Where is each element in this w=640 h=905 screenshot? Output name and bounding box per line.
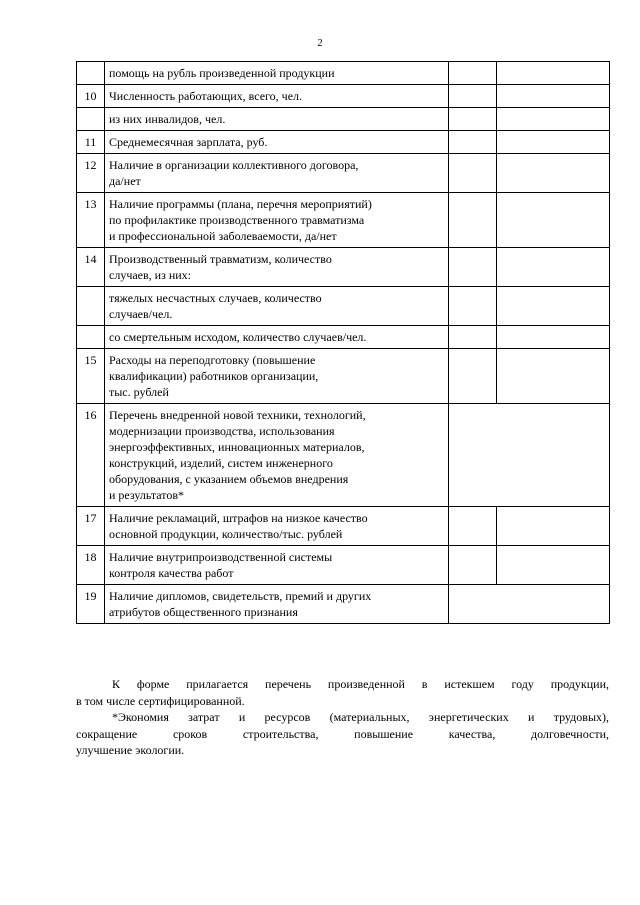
- value-cell[interactable]: [449, 85, 497, 108]
- table-row: [77, 585, 610, 624]
- indicator-line: конструкций, изделий, систем инженерного: [109, 456, 333, 470]
- value-cell[interactable]: [449, 248, 497, 287]
- table-row: [77, 131, 610, 154]
- table-row: [77, 108, 610, 131]
- indicator-cell: [105, 62, 449, 85]
- indicators-table: [76, 61, 610, 624]
- value-cell[interactable]: [497, 287, 610, 326]
- value-cell[interactable]: [449, 108, 497, 131]
- footer-paragraph-line: в том числе сертифицированной.: [76, 693, 245, 708]
- row-number-cell: 13: [77, 193, 105, 248]
- indicator-line: и результатов*: [109, 488, 185, 502]
- indicator-line: контроля качества работ: [109, 566, 234, 580]
- row-number-cell: 16: [77, 404, 105, 507]
- indicator-cell: [105, 287, 449, 326]
- indicator-cell: [105, 108, 449, 131]
- value-cell[interactable]: [449, 131, 497, 154]
- indicator-line: оборудования, с указанием объемов внедрения: [109, 472, 349, 486]
- value-cell[interactable]: [449, 154, 497, 193]
- table-row: [77, 349, 610, 404]
- indicator-line: случаев, из них:: [109, 268, 192, 282]
- row-number-cell: [77, 108, 105, 131]
- value-cell[interactable]: [497, 326, 610, 349]
- indicator-line: Перечень внедренной новой техники, технологий,: [109, 408, 366, 422]
- indicator-text: Среднемесячная зарплата, руб.: [109, 135, 268, 149]
- value-cell[interactable]: [449, 326, 497, 349]
- indicator-cell: [105, 349, 449, 404]
- row-number-cell: 18: [77, 546, 105, 585]
- indicator-cell: [105, 404, 449, 507]
- value-cell[interactable]: [449, 62, 497, 85]
- indicator-text: со смертельным исходом, количество случаев/чел.: [109, 330, 367, 344]
- value-cell[interactable]: [449, 507, 497, 546]
- merged-value-cell[interactable]: [449, 585, 610, 624]
- indicator-text: помощь на рубль произведенной продукции: [109, 66, 335, 80]
- indicator-line: квалификации) работников организации,: [109, 369, 319, 383]
- indicator-cell: [105, 248, 449, 287]
- value-cell[interactable]: [497, 108, 610, 131]
- table-row: [77, 248, 610, 287]
- row-number-cell: 19: [77, 585, 105, 624]
- indicator-line: тяжелых несчастных случаев, количество: [109, 291, 322, 305]
- value-cell[interactable]: [497, 62, 610, 85]
- value-cell[interactable]: [497, 154, 610, 193]
- footer-paragraph-line: К форме прилагается перечень произведенной в истекшем году продукции,: [112, 677, 609, 691]
- indicator-line: случаев/чел.: [109, 307, 173, 321]
- indicator-line: энергоэффективных, инновационных материалов,: [109, 440, 365, 454]
- footer-paragraph-line: *Экономия затрат и ресурсов (материальных, энергетических и трудовых),: [112, 710, 609, 724]
- row-number-cell: 11: [77, 131, 105, 154]
- table-row: [77, 62, 610, 85]
- table-row: [77, 404, 610, 507]
- indicator-line: и профессиональной заболеваемости, да/нет: [109, 229, 337, 243]
- value-cell[interactable]: [449, 349, 497, 404]
- row-number-cell: 17: [77, 507, 105, 546]
- table-row: [77, 326, 610, 349]
- row-number-cell: 10: [77, 85, 105, 108]
- indicator-line: Наличие в организации коллективного договора,: [109, 158, 359, 172]
- indicator-line: Наличие рекламаций, штрафов на низкое качество: [109, 511, 368, 525]
- value-cell[interactable]: [449, 193, 497, 248]
- value-cell[interactable]: [497, 248, 610, 287]
- row-number-cell: [77, 62, 105, 85]
- merged-value-cell[interactable]: [449, 404, 610, 507]
- indicator-cell: [105, 154, 449, 193]
- indicator-line: Наличие внутрипроизводственной системы: [109, 550, 333, 564]
- indicator-cell: [105, 585, 449, 624]
- indicator-cell: [105, 193, 449, 248]
- indicator-line: атрибутов общественного признания: [109, 605, 298, 619]
- table-row: [77, 546, 610, 585]
- indicator-line: тыс. рублей: [109, 385, 169, 399]
- indicator-cell: [105, 546, 449, 585]
- row-number-cell: [77, 326, 105, 349]
- row-number-cell: 15: [77, 349, 105, 404]
- value-cell[interactable]: [497, 546, 610, 585]
- indicator-cell: [105, 326, 449, 349]
- table-row: [77, 85, 610, 108]
- row-number-cell: [77, 287, 105, 326]
- indicator-line: Наличие дипломов, свидетельств, премий и других: [109, 589, 372, 603]
- indicator-cell: [105, 131, 449, 154]
- indicator-line: по профилактике производственного травматизма: [109, 213, 365, 227]
- indicator-text: из них инвалидов, чел.: [109, 112, 226, 126]
- table-row: [77, 154, 610, 193]
- value-cell[interactable]: [497, 349, 610, 404]
- value-cell[interactable]: [497, 131, 610, 154]
- indicator-line: Наличие программы (плана, перечня мероприятий): [109, 197, 372, 211]
- indicator-text: Численность работающих, всего, чел.: [109, 89, 303, 103]
- page-number: 2: [317, 38, 323, 49]
- value-cell[interactable]: [497, 85, 610, 108]
- row-number-cell: 12: [77, 154, 105, 193]
- table-row: [77, 193, 610, 248]
- row-number-cell: 14: [77, 248, 105, 287]
- footer-note: [76, 676, 609, 759]
- indicator-line: Производственный травматизм, количество: [109, 252, 332, 266]
- table-row: [77, 507, 610, 546]
- value-cell[interactable]: [449, 287, 497, 326]
- indicator-line: модернизации производства, использования: [109, 424, 335, 438]
- indicator-cell: [105, 85, 449, 108]
- footer-paragraph-line: сокращение сроков строительства, повышение качества, долговечности,: [76, 726, 609, 741]
- value-cell[interactable]: [497, 193, 610, 248]
- footer-paragraph-line: улучшение экологии.: [76, 743, 185, 757]
- table-row: [77, 287, 610, 326]
- indicator-line: основной продукции, количество/тыс. рублей: [109, 527, 343, 541]
- indicator-line: да/нет: [109, 174, 141, 188]
- value-cell[interactable]: [449, 546, 497, 585]
- value-cell[interactable]: [497, 507, 610, 546]
- indicator-line: Расходы на переподготовку (повышение: [109, 353, 316, 367]
- indicator-cell: [105, 507, 449, 546]
